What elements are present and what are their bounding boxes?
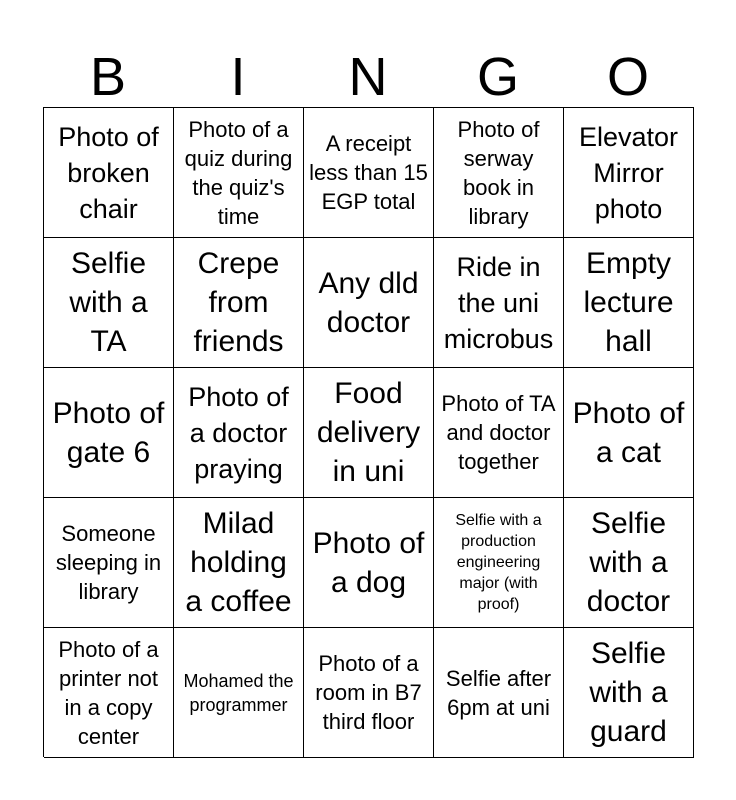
cell-label: Photo of a room in B7 third floor [315,651,422,734]
cell-label: Selfie with a guard [589,637,668,748]
cell-label: Selfie after 6pm at uni [445,665,552,720]
cell-label: Photo of serway book in library [457,116,540,229]
bingo-cell[interactable] [564,628,694,758]
cell-label: Empty lecture hall [583,247,674,358]
cell-label: Photo of a dog [312,526,425,599]
bingo-cell[interactable] [44,628,174,758]
bingo-cell[interactable] [44,368,174,498]
bingo-cell[interactable] [434,238,564,368]
cell-label: Photo of a doctor praying [188,381,289,484]
cell-label: Crepe from friends [193,247,284,358]
cell-label: Elevator Mirror photo [578,121,679,224]
cell-label: Photo of TA and doctor together [441,391,556,474]
header-letter-i: I [230,47,246,107]
bingo-cell[interactable] [564,368,694,498]
bingo-cell[interactable] [174,368,304,498]
bingo-cell[interactable] [174,498,304,628]
bingo-board [43,107,694,757]
bingo-cell[interactable] [434,368,564,498]
bingo-cell[interactable] [174,628,304,758]
cell-label: Selfie with a doctor [586,507,671,618]
cell-label: Photo of gate 6 [52,396,165,469]
bingo-cell[interactable] [564,238,694,368]
bingo-cell[interactable] [304,238,434,368]
cell-label: Selfie with a TA [69,247,148,358]
bingo-cell[interactable] [44,108,174,238]
cell-label: Ride in the uni microbus [443,251,554,354]
bingo-cell[interactable] [44,238,174,368]
bingo-cell[interactable] [304,628,434,758]
bingo-cell[interactable] [174,108,304,238]
cell-label: Food delivery in uni [316,377,421,488]
bingo-cell[interactable] [304,108,434,238]
cell-label: Mohamed the programmer [183,670,294,715]
bingo-cell[interactable] [304,498,434,628]
cell-label: Any dld doctor [318,266,419,339]
cell-label: Selfie with a production engineering major (with proof) [455,512,542,613]
bingo-cell[interactable] [44,498,174,628]
header-letter-o: O [606,47,649,107]
bingo-cell[interactable] [434,628,564,758]
cell-label: Photo of a quiz during the quiz's time [184,116,293,229]
bingo-cell[interactable] [564,108,694,238]
cell-label: Milad holding a coffee [185,507,292,618]
cell-label: Someone sleeping in library [55,521,162,604]
bingo-cell[interactable] [434,108,564,238]
bingo-cell[interactable] [564,498,694,628]
bingo-header [43,42,693,108]
bingo-cell[interactable] [174,238,304,368]
bingo-cell[interactable] [304,368,434,498]
cell-label: Photo of broken chair [58,121,159,224]
header-letter-n: N [348,47,388,107]
cell-label: A receipt less than 15 EGP total [309,131,428,214]
cell-label: Photo of a cat [572,396,685,469]
header-letter-g: G [476,47,519,107]
header-letter-b: B [89,47,127,107]
cell-label: Photo of a printer not in a copy center [58,636,159,749]
bingo-cell[interactable] [434,498,564,628]
